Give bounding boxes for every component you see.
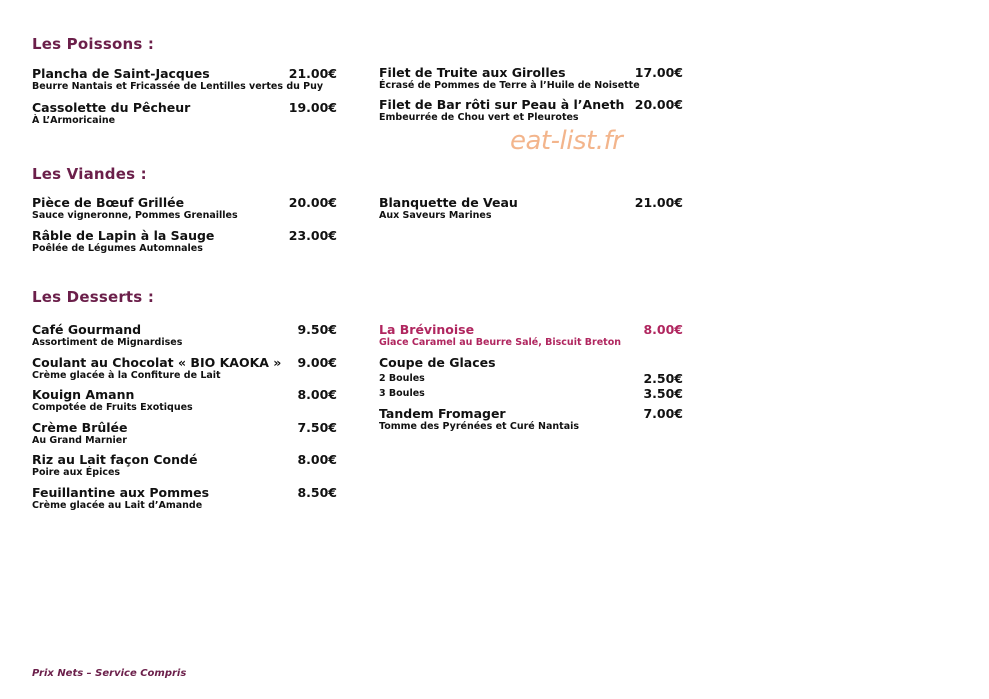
item-description: Compotée de Fruits Exotiques [32,402,193,413]
option-label: 3 Boules [379,388,425,399]
section-title-desserts: Les Desserts : [32,288,155,306]
item-name: Crème Brûlée [32,420,128,435]
item-name: Filet de Bar rôti sur Peau à l’Aneth [379,97,625,112]
item-name: Coupe de Glaces [379,355,496,370]
item-price: 8.50€ [297,485,337,500]
item-description: Sauce vigneronne, Pommes Grenailles [32,210,238,221]
item-description: Crème glacée au Lait d’Amande [32,500,203,511]
item-price: 20.00€ [288,195,337,210]
footer-note: Prix Nets – Service Compris [32,668,187,679]
item-name: Plancha de Saint-Jacques [32,66,210,81]
item-description: Au Grand Marnier [32,435,127,446]
item-description: Embeurrée de Chou vert et Pleurotes [379,112,579,123]
item-price: 19.00€ [288,100,337,115]
item-description: Crème glacée à la Confiture de Lait [32,370,221,381]
watermark: eat-list.fr [510,126,623,156]
option-price: 3.50€ [643,386,683,401]
item-description: Écrasé de Pommes de Terre à l’Huile de Noisette [379,80,640,91]
item-name: Tandem Fromager [379,406,506,421]
item-price: 20.00€ [634,97,683,112]
item-description: Assortiment de Mignardises [32,337,183,348]
item-name: Cassolette du Pêcheur [32,100,191,115]
item-price: 23.00€ [288,228,337,243]
item-name: Riz au Lait façon Condé [32,452,198,467]
item-description: Poêlée de Légumes Automnales [32,243,203,254]
item-description: Beurre Nantais et Fricassée de Lentilles vertes du Puy [32,81,324,92]
item-price: 17.00€ [634,65,683,80]
item-price: 21.00€ [634,195,683,210]
item-price: 8.00€ [297,452,337,467]
item-description: Tomme des Pyrénées et Curé Nantais [379,421,580,432]
section-title-viandes: Les Viandes : [32,165,147,183]
item-price: 8.00€ [643,322,683,337]
item-price: 8.00€ [297,387,337,402]
item-description: Poire aux Épices [32,467,121,478]
item-name: Pièce de Bœuf Grillée [32,195,185,210]
item-price: 9.50€ [297,322,337,337]
item-name: Feuillantine aux Pommes [32,485,210,500]
item-price: 7.50€ [297,420,337,435]
item-name: Blanquette de Veau [379,195,518,210]
item-name: La Brévinoise [379,322,475,337]
section-title-poissons: Les Poissons : [32,35,155,53]
item-price: 9.00€ [297,355,337,370]
option-label: 2 Boules [379,373,425,384]
item-name: Kouign Amann [32,387,135,402]
item-name: Râble de Lapin à la Sauge [32,228,215,243]
item-name: Filet de Truite aux Girolles [379,65,566,80]
item-description: À L’Armoricaine [32,115,116,126]
item-price: 7.00€ [643,406,683,421]
item-name: Café Gourmand [32,322,142,337]
item-description: Glace Caramel au Beurre Salé, Biscuit Breton [379,337,621,348]
option-price: 2.50€ [643,371,683,386]
item-name: Coulant au Chocolat « BIO KAOKA » [32,355,282,370]
item-price: 21.00€ [288,66,337,81]
item-description: Aux Saveurs Marines [379,210,492,221]
